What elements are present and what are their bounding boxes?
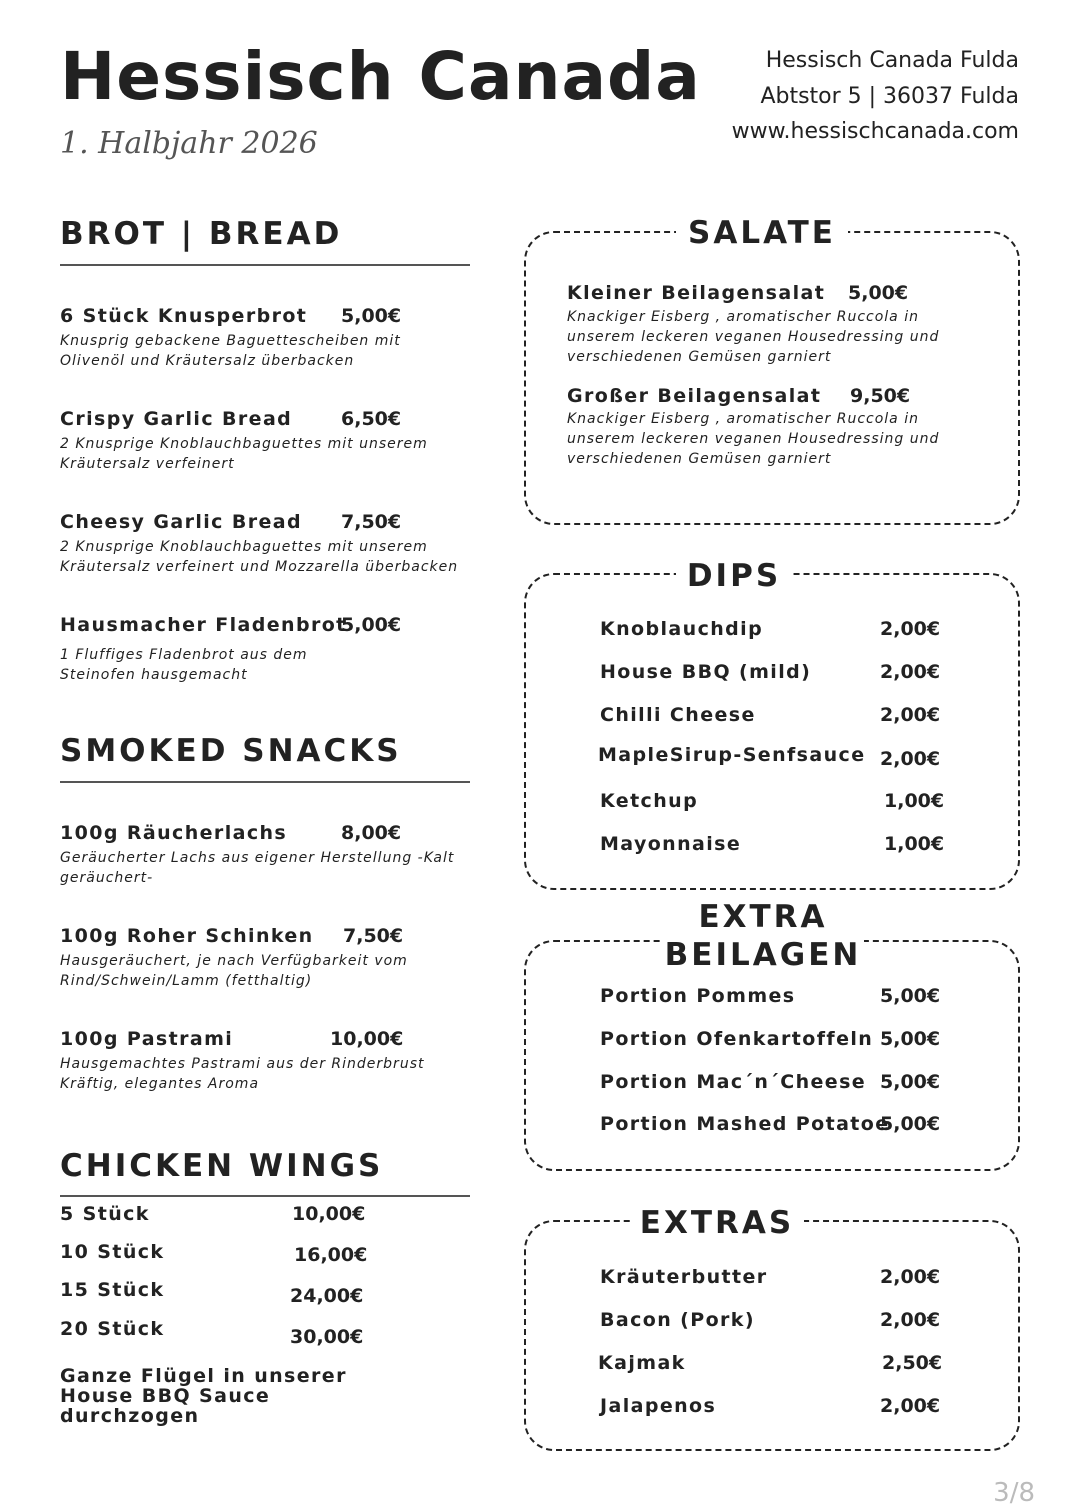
menu-item-name: Kräuterbutter <box>600 1266 768 1288</box>
menu-item-price: 2,00€ <box>880 618 941 640</box>
section-divider <box>60 781 470 783</box>
address-street: Abtstor 5 | 36037 Fulda <box>760 84 1019 109</box>
menu-item-name: Bacon (Pork) <box>600 1309 755 1331</box>
menu-item-price: 2,00€ <box>880 704 941 726</box>
menu-item-price: 2,00€ <box>880 661 941 683</box>
menu-item-name: Hausmacher Fladenbrot <box>60 614 347 636</box>
menu-item-price: 5,00€ <box>880 1071 941 1093</box>
section-title-line: EXTRA <box>698 899 828 935</box>
section-title-bread: BROT | BREAD <box>60 216 343 252</box>
menu-item-price: 5,00€ <box>341 305 402 327</box>
page-indicator: 3/8 <box>993 1478 1035 1508</box>
menu-item-price: 8,00€ <box>341 822 402 844</box>
section-title-line: BEILAGEN <box>664 937 862 973</box>
menu-item-price: 2,50€ <box>882 1352 943 1374</box>
menu-item-name: Ketchup <box>600 790 699 812</box>
menu-item-price: 2,00€ <box>880 1266 941 1288</box>
dips-box <box>524 573 1020 890</box>
menu-item-price: 2,00€ <box>880 1309 941 1331</box>
menu-item-price: 5,00€ <box>880 1028 941 1050</box>
menu-item-description: Hausgemachtes Pastrami aus der Rinderbrust Kräftig, elegantes Aroma <box>60 1056 425 1092</box>
menu-item-price: 10,00€ <box>292 1203 366 1225</box>
menu-item-description: Knackiger Eisberg , aromatischer Ruccola in unserem leckeren veganen Housedressing und verschiedenen Gemüsen garniert <box>567 411 940 467</box>
menu-item-name: 5 Stück <box>60 1203 150 1225</box>
menu-item-price: 5,00€ <box>341 614 402 636</box>
menu-item-name: Crispy Garlic Bread <box>60 408 293 430</box>
salads-box <box>524 231 1020 525</box>
extras-box <box>524 1220 1020 1451</box>
menu-item-description: Knusprig gebackene Baguettescheiben mit Olivenöl und Kräutersalz überbacken <box>60 333 401 369</box>
menu-item-price: 6,50€ <box>341 408 402 430</box>
menu-item-name: Knoblauchdip <box>600 618 764 640</box>
menu-item-price: 30,00€ <box>290 1326 364 1348</box>
website-link[interactable]: www.hessischcanada.com <box>731 119 1019 144</box>
menu-item-price: 24,00€ <box>290 1285 364 1307</box>
menu-item-price: 2,00€ <box>880 1395 941 1417</box>
menu-item-description: Geräucherter Lachs aus eigener Herstellung -Kalt geräuchert- <box>60 850 455 886</box>
menu-item-price: 1,00€ <box>884 833 945 855</box>
menu-item-name: 15 Stück <box>60 1279 165 1301</box>
menu-item-name: Mayonnaise <box>600 833 742 855</box>
menu-item-description: 2 Knusprige Knoblauchbaguettes mit unserem Kräutersalz verfeinert <box>60 436 428 472</box>
menu-item-price: 16,00€ <box>294 1244 368 1266</box>
menu-item-name: Großer Beilagensalat <box>567 385 822 407</box>
menu-item-price: 7,50€ <box>343 925 404 947</box>
section-title-dips: DIPS <box>676 558 792 594</box>
menu-item-name: 100g Räucherlachs <box>60 822 288 844</box>
section-divider <box>60 264 470 266</box>
menu-item-name: Jalapenos <box>600 1395 717 1417</box>
menu-item-description: Knackiger Eisberg , aromatischer Ruccola in unserem leckeren veganen Housedressing und verschiedenen Gemüsen garniert <box>567 309 940 365</box>
section-divider <box>60 1195 470 1197</box>
wings-note: Ganze Flügel in unserer House BBQ Sauce durchzogen <box>60 1365 347 1427</box>
menu-item-name: Cheesy Garlic Bread <box>60 511 303 533</box>
menu-item-name: Portion Pommes <box>600 985 796 1007</box>
menu-item-description: 1 Fluffiges Fladenbrot aus dem Steinofen hausgemacht <box>60 647 308 683</box>
menu-item-price: 5,00€ <box>848 282 909 304</box>
section-title-extras: EXTRAS <box>630 1205 804 1241</box>
menu-item-description: Hausgeräuchert, je nach Verfügbarkeit vom Rind/Schwein/Lamm (fetthaltig) <box>60 953 408 989</box>
page-title: Hessisch Canada <box>60 38 701 115</box>
menu-item-price: 1,00€ <box>884 790 945 812</box>
menu-item-name: Kajmak <box>598 1352 686 1374</box>
menu-item-name: 20 Stück <box>60 1318 165 1340</box>
menu-item-name: 10 Stück <box>60 1241 165 1263</box>
menu-item-price: 9,50€ <box>850 385 911 407</box>
menu-item-price: 5,00€ <box>880 985 941 1007</box>
side-dishes-box <box>524 940 1020 1171</box>
menu-item-name: MapleSirup-Senfsauce <box>598 744 866 766</box>
section-title-chicken-wings: CHICKEN WINGS <box>60 1148 384 1184</box>
menu-item-name: 6 Stück Knusperbrot <box>60 305 308 327</box>
menu-item-price: 10,00€ <box>330 1028 404 1050</box>
section-title-salads: SALATE <box>676 215 848 251</box>
page-subtitle: 1. Halbjahr 2026 <box>60 126 318 161</box>
menu-item-name: Chilli Cheese <box>600 704 756 726</box>
address-name: Hessisch Canada Fulda <box>765 48 1019 73</box>
section-title-side-dishes <box>662 898 864 974</box>
menu-item-name: Kleiner Beilagensalat <box>567 282 826 304</box>
menu-item-price: 2,00€ <box>880 748 941 770</box>
menu-item-price: 7,50€ <box>341 511 402 533</box>
menu-item-name: Portion Mashed Potatoe <box>600 1113 890 1135</box>
menu-item-description: 2 Knusprige Knoblauchbaguettes mit unserem Kräutersalz verfeinert und Mozzarella überbacken <box>60 539 459 575</box>
menu-item-name: Portion Ofenkartoffeln <box>600 1028 874 1050</box>
menu-item-price: 5,00€ <box>880 1113 941 1135</box>
menu-item-name: Portion Mac´n´Cheese <box>600 1071 867 1093</box>
menu-item-name: House BBQ (mild) <box>600 661 812 683</box>
menu-item-name: 100g Pastrami <box>60 1028 234 1050</box>
section-title-smoked-snacks: SMOKED SNACKS <box>60 733 402 769</box>
menu-item-name: 100g Roher Schinken <box>60 925 314 947</box>
